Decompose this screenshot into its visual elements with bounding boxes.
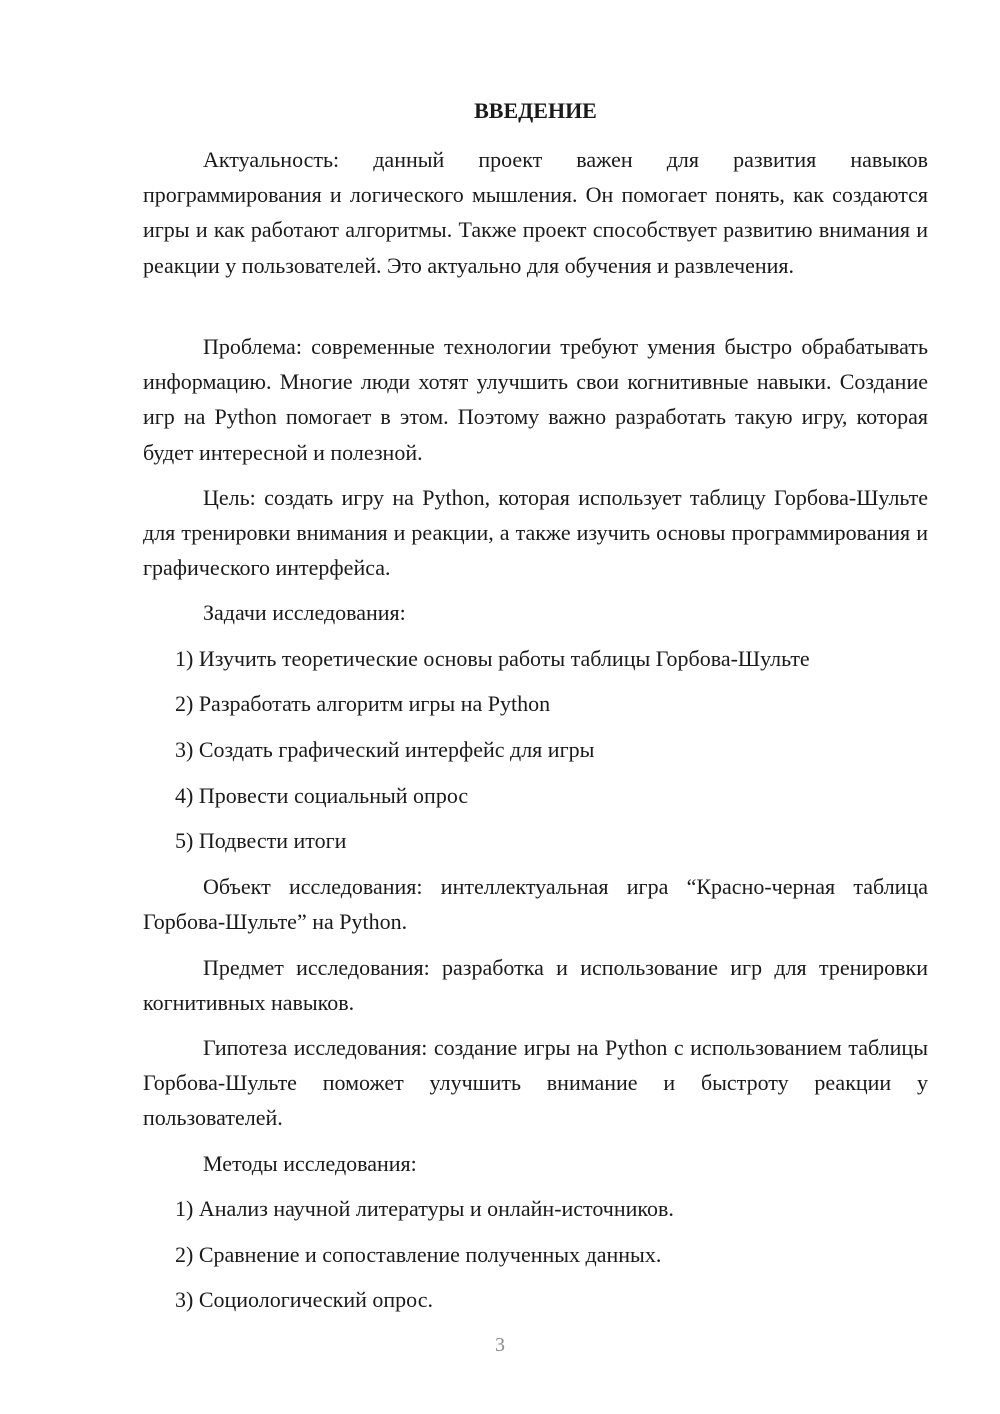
relevance-paragraph: Актуальность: данный проект важен для развития навыков программирования и логического мышления. Он помогает понять, как создаются игры и как работают алгоритмы. Также проект способствует развитию внимания и реакции у пользователей. Это актуально для обучения и развлечения. (143, 147, 928, 278)
methods-heading: Методы исследования: (203, 1151, 417, 1176)
object-paragraph: Объект исследования: интеллектуальная игра “Красно-черная таблица Горбова-Шульте” на Python. (143, 874, 928, 935)
problem-paragraph: Проблема: современные технологии требуют умения быстро обрабатывать информацию. Многие люди хотят улучшить свои когнитивные навыки. Создание игр на Python помогает в этом. Поэтому важно разработать такую игру, которая будет интересной и полезной. (143, 334, 928, 465)
method-item: 2) Сравнение и сопоставление полученных данных. (175, 1242, 662, 1267)
hypothesis-paragraph: Гипотеза исследования: создание игры на Python с использованием таблицы Горбова-Шульте поможет улучшить внимание и быстроту реакции у пользователей. (143, 1035, 928, 1131)
task-item: 2) Разработать алгоритм игры на Python (175, 691, 551, 716)
method-item: 3) Социологический опрос. (175, 1287, 433, 1312)
tasks-heading: Задачи исследования: (203, 600, 406, 625)
page-number: 3 (495, 1334, 505, 1356)
task-item: 3) Создать графический интерфейс для игры (175, 737, 595, 762)
section-title: ВВЕДЕНИЕ (474, 98, 597, 123)
task-item: 1) Изучить теоретические основы работы таблицы Горбова-Шульте (175, 646, 810, 671)
subject-paragraph: Предмет исследования: разработка и использование игр для тренировки когнитивных навыков. (143, 955, 928, 1016)
task-item: 5) Подвести итоги (175, 828, 347, 853)
method-item: 1) Анализ научной литературы и онлайн-источников. (175, 1196, 674, 1221)
task-item: 4) Провести социальный опрос (175, 783, 469, 808)
goal-paragraph: Цель: создать игру на Python, которая использует таблицу Горбова-Шульте для тренировки внимания и реакции, а также изучить основы программирования и графического интерфейса. (143, 485, 928, 581)
